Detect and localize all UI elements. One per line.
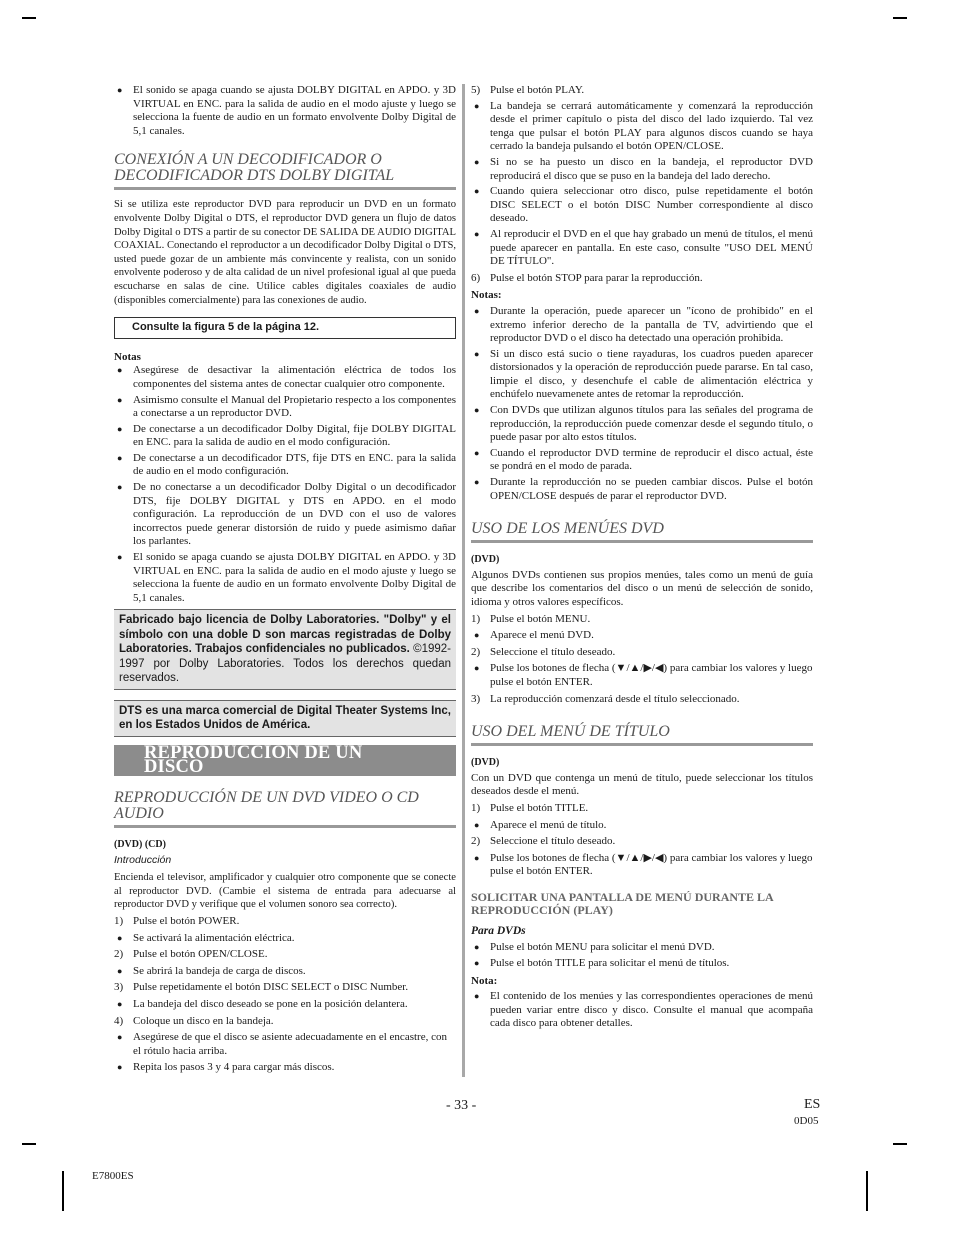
notes-title: Notas: [471, 289, 502, 302]
nota-title: Nota: [471, 974, 498, 987]
crop-mark [62, 1171, 64, 1211]
section-heading: REPRODUCCIÓN DE UN DVD VIDEO O CD AUDIO [114, 790, 456, 828]
list-item: 4) Coloque un disco en la bandeja. [114, 1014, 274, 1027]
left-column [114, 84, 456, 1075]
section-heading: USO DE LOS MENÚES DVD [471, 521, 813, 543]
list-item: ● Repita los pasos 3 y 4 para cargar más discos. [114, 1061, 456, 1075]
notes-title: Notas [114, 350, 141, 363]
intro-label: Introducción [114, 853, 172, 866]
list-item: 2) Pulse el botón OPEN/CLOSE. [114, 948, 268, 961]
list-item: 1) Pulse el botón POWER. [114, 915, 240, 928]
menus-intro: Algunos DVDs contienen sus propios menúes, tales como un menú de guía que describe los comentarios del disco o un menú de selección de sonido, idioma y otros valores específicos. [471, 568, 813, 608]
list-item: ● Aparece el menú de título. [471, 819, 813, 833]
dolby-bold-text: Fabricado bajo licencia de Dolby Laboratories. "Dolby" y el símbolo con una doble D son marcas registradas de Dolby Laboratories. Trabajos confidenciales no publicados. [119, 614, 451, 656]
right-column [471, 84, 813, 1031]
list-item: 1) Pulse el botón MENU. [471, 612, 591, 625]
list-item: ● Durante la operación, puede aparecer un "ícono de prohibido" en el extremo inferior derecho de la pantalla de TV, advirtiendo que el reproductor DVD o el disco ha detectado una operación prohibida. [471, 305, 813, 346]
list-item: 2) Seleccione el título deseado. [471, 835, 616, 848]
list-item: ● Si un disco está sucio o tiene rayaduras, los cuadros pueden aparecer distorsionados y la operación de reproducción puede pararse. En tal caso, limpie el disco, y desenchufe el cable de alimentación eléctrica y enchúfelo nuevamenete antes de retomar la reproducción. [471, 348, 813, 402]
list-item: 3) La reproducción comenzará desde el título seleccionado. [471, 692, 740, 705]
list-item: ● Con DVDs que utilizan algunos títulos para las señales del programa de reproducción, la reproducción puede comenzar desde el segundo título, o puede pasar por alto estos títulos. [471, 404, 813, 445]
list-item: 6) Pulse el botón STOP para parar la reproducción. [471, 271, 703, 284]
subsection-heading: SOLICITAR UNA PANTALLA DE MENÚ DURANTE LA REPRODUCCIÓN (PLAY) [471, 889, 774, 917]
list-item: ● De conectarse a un decodificador DTS, fije DTS en ENC. para la salida de audio en el modo configuración. [114, 452, 456, 479]
list-item: ● Al reproducir el DVD en el que hay grabado un menú de títulos, el menú puede aparecer en pantalla. En este caso, consulte "USO DEL MENÚ DE TÍTULO". [471, 228, 813, 269]
list-item: ● Durante la reproducción no se pueden cambiar discos. Pulse el botón OPEN/CLOSE después de parar el reproductor DVD. [471, 476, 813, 503]
section-banner: REPRODUCCIÓN DE UN DISCO [114, 745, 456, 776]
list-item: ● Cuando quiera seleccionar otro disco, pulse repetidamente el botón DISC SELECT o el botón DISC Number correspondiente al disco deseado. [471, 185, 813, 226]
page-number: - 33 - [446, 1098, 477, 1113]
figure-reference-box: Consulte la figura 5 de la página 12. [114, 317, 456, 339]
crop-mark [866, 1171, 868, 1211]
list-item: ● Pulse los botones de flecha (▼/▲/▶/◀) para cambiar los valores y luego pulse el botón ENTER. [471, 662, 813, 689]
play-intro: Encienda el televisor, amplificador y cualquier otro componente que se conecte al reproductor DVD. (Cambie el sistema de entrada para adecuarse al reproductor DVD y verifique que el volumen sonoro sea correcto). [114, 872, 456, 911]
list-item: ● El sonido se apaga cuando se ajusta DOLBY DIGITAL en APDO. y 3D VIRTUAL en ENC. para la salida de audio en el modo ajuste y luego se selecciona la fuente de audio en un formato envolvente Dolby Digital de 5,1 canales. [114, 84, 456, 138]
list-item: ● Asimismo consulte el Manual del Propietario respecto a los componentes a conectarse a un reproductor DVD. [114, 394, 456, 421]
steps-list [114, 915, 456, 1075]
list-item: 2) Seleccione el título deseado. [471, 645, 616, 658]
disc-type-tag: (DVD) [471, 757, 500, 769]
crop-mark [22, 1143, 36, 1145]
list-item: ● De conectarse a un decodificador Dolby Digital, fije DOLBY DIGITAL en ENC. para la salida de audio en el modo configuración. [114, 423, 456, 450]
list-item: ● El sonido se apaga cuando se ajusta DOLBY DIGITAL en APDO. y 3D VIRTUAL en ENC. para la salida de audio en el modo ajuste y luego se selecciona la fuente de audio en un formato envolvente Dolby Digital de 5,1 canales. [114, 551, 456, 605]
crop-mark [893, 17, 907, 19]
language-code: ES [804, 1097, 821, 1112]
document-code: 0D05 [794, 1115, 819, 1127]
list-item: ● Asegúrese de desactivar la alimentación eléctrica de todos los componentes del sistema antes de conectar cualquier otro componente. [114, 364, 456, 391]
list-item: ● Pulse los botones de flecha (▼/▲/▶/◀) para cambiar los valores y luego pulse el botón ENTER. [471, 852, 813, 879]
model-code: E7800ES [92, 1170, 134, 1182]
list-item: ● Pulse el botón TITLE para solicitar el menú de títulos. [471, 957, 813, 971]
column-divider [462, 84, 465, 1077]
list-item: ● Se abrirá la bandeja de carga de discos. [114, 965, 456, 979]
list-item: 3) Pulse repetidamente el botón DISC SELECT o DISC Number. [114, 981, 409, 994]
list-item: ● Cuando el reproductor DVD termine de reproducir el disco actual, éste se pondrá en el modo de parada. [471, 447, 813, 474]
dts-trademark-box [114, 700, 456, 737]
list-item: ● Aparece el menú DVD. [471, 629, 813, 643]
list-item: ● Pulse el botón MENU para solicitar el menú DVD. [471, 941, 813, 955]
list-item: ● El contenido de los menúes y las correspondientes operaciones de menú pueden variar entre disco y disco. Consulte el manual que acompaña cada disco para obtener detalles. [471, 990, 813, 1031]
list-item: 5) Pulse el botón PLAY. [471, 84, 585, 96]
title-intro: Con un DVD que contenga un menú de título, puede seleccionar los títulos deseados desde el menú. [471, 771, 813, 798]
list-item: ● Asegúrese de que el disco se asiente adecuadamente en el encastre, con el rótulo hacia arriba. [114, 1031, 456, 1058]
list-item: ● Si no se ha puesto un disco en la bandeja, el reproductor DVD reproducirá el disco que se puso en la bandeja del lado derecho. [471, 156, 813, 183]
list-item: ● De no conectarse a un decodificador Dolby Digital o un decodificador DTS, fije DOLBY DIGITAL y DTS en APDO. en el modo configuración. La reproducción de un DVD con el uso de valores incorrectos puede generar distorsión de ruido y puede asimismo dañar los parlantes. [114, 481, 456, 549]
list-item: ● La bandeja del disco deseado se pone en la posición delantera. [114, 998, 456, 1012]
dolby-rest-text: ©1992-1997 por Dolby Laboratories. Todos los derechos quedan reservados. [119, 643, 451, 685]
disc-type-tags: (DVD) (CD) [114, 839, 166, 851]
disc-type-tag: (DVD) [471, 554, 500, 566]
list-item: ● Se activará la alimentación eléctrica. [114, 932, 456, 946]
dolby-trademark-box [114, 609, 456, 690]
notes-list [114, 364, 456, 605]
list-item: ● La bandeja se cerrará automáticamente y comenzará la reproducción desde el primer capítulo o pista del disco del lado izquierdo. Tal vez tenga que pulsar el botón PLAY para algunos discos cuando se haya cerrado la bandeja pulsando el botón OPEN/CLOSE. [471, 100, 813, 154]
list-item: 1) Pulse el botón TITLE. [471, 801, 589, 814]
dts-text: DTS es una marca comercial de Digital Theater Systems Inc, en los Estados Unidos de América. [119, 704, 451, 732]
para-dvds-label: Para DVDs [471, 924, 526, 937]
section-intro: Si se utiliza este reproductor DVD para reproducir un DVD en un formato envolvente Dolby Digital o DTS, el reproductor DVD genera un flujo de datos Dolby Digital o DTS a partir de su conector DE SALIDA DE AUDIO DIGITAL COAXIAL. Conectando el reproductor a un decodificador Dolby Digital o DTS, usted puede gozar de un ambiente más convincente y realista, con un sonido envolvente poderoso y de alta calidad de un nivel profesional igual al que pueda escucharse en salas de cine. Utilice cables digitales coaxiales de audio (disponibles comercialmente) para las conexiones de audio. [114, 199, 456, 306]
crop-mark [22, 17, 36, 19]
section-heading: USO DEL MENÚ DE TÍTULO [471, 724, 813, 746]
section-heading: CONEXIÓN A UN DECODIFICADOR O DECODIFICADOR DTS DOLBY DIGITAL [114, 152, 456, 190]
crop-mark [893, 1143, 907, 1145]
